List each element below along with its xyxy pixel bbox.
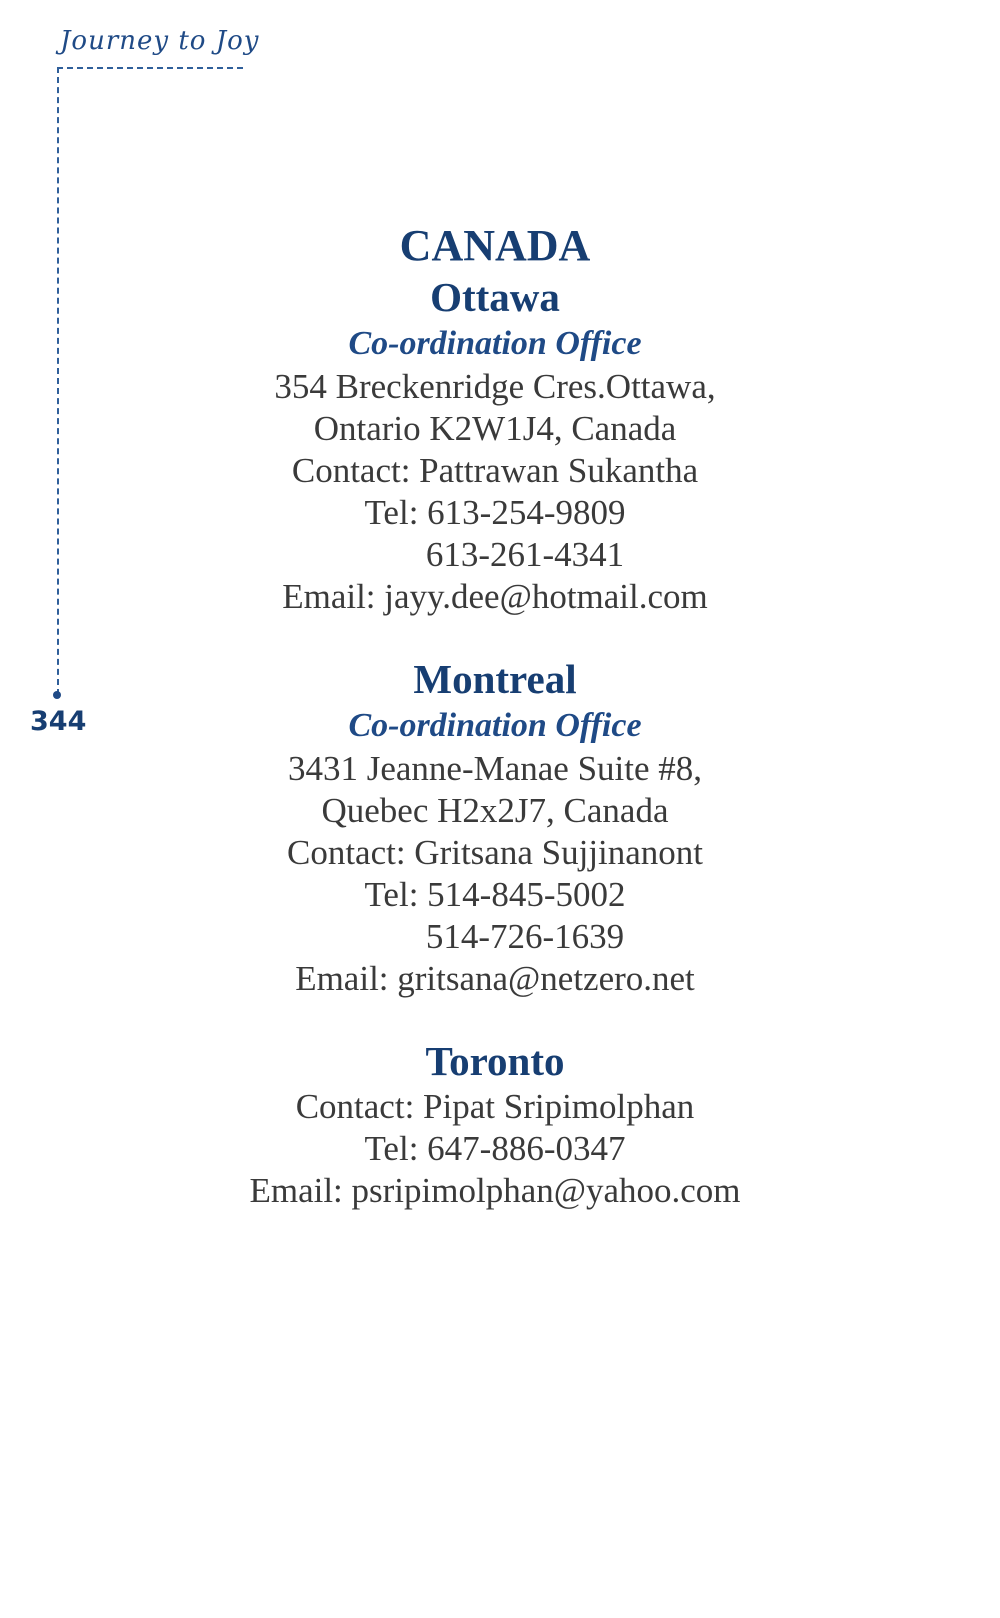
email-line: Email: psripimolphan@yahoo.com [249,1171,741,1210]
header-title: Journey to Joy [60,26,260,56]
contact-line: Contact: Pipat Sripimolphan [295,1087,695,1126]
directory-content [190,220,800,1212]
tel-line: Tel: 613-254-9809 [364,493,626,532]
tel-line-extra: 613-261-4341 [425,535,625,574]
page-number: 344 [30,706,87,737]
email-line: Email: jayy.dee@hotmail.com [282,577,708,616]
margin-rule-dot [53,691,61,699]
city-heading: Montreal [413,656,577,702]
header-dashed-rule [57,67,243,69]
city-heading: Ottawa [430,274,560,320]
city-heading: Toronto [425,1038,565,1084]
tel-line: Tel: 647-886-0347 [364,1129,626,1168]
country-heading: CANADA [399,221,591,270]
margin-dashed-rule [57,67,59,695]
address-line: 354 Breckenridge Cres.Ottawa, [274,367,716,406]
address-line: Ontario K2W1J4, Canada [313,409,677,448]
contact-line: Contact: Pattrawan Sukantha [291,451,699,490]
address-line: Quebec H2x2J7, Canada [321,791,669,830]
office-type: Co-ordination Office [348,707,642,744]
contact-line: Contact: Gritsana Sujjinanont [286,833,704,872]
email-line: Email: gritsana@netzero.net [295,959,695,998]
tel-line: Tel: 514-845-5002 [364,875,626,914]
tel-line-extra: 514-726-1639 [425,917,625,956]
office-toronto [190,1036,800,1212]
office-ottawa [190,272,800,618]
office-type: Co-ordination Office [348,325,642,362]
address-line: 3431 Jeanne-Manae Suite #8, [287,749,703,788]
office-montreal [190,654,800,1000]
